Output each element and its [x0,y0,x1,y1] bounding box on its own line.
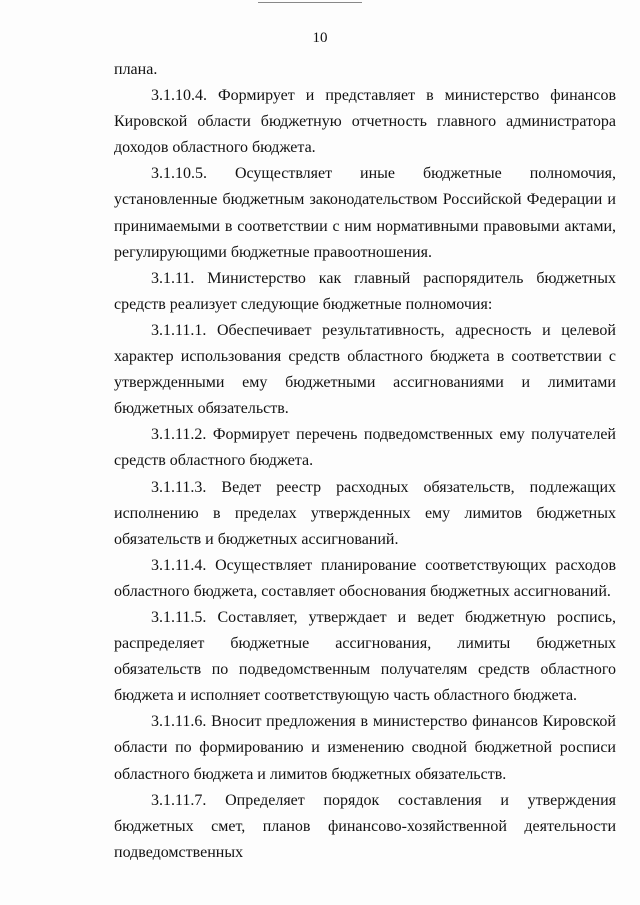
page-number: 10 [312,30,328,46]
top-rule [258,2,362,3]
paragraph: 3.1.11.5. Составляет, утверждает и ведет бюджетную роспись, распределяет бюджетные ассигнования, лимиты бюджетных обязательств по подведомственным получателям средств областного бюджета и исполняет соответствующую часть областного бюджета. [114,608,616,705]
paragraph: 3.1.11.2. Формирует перечень подведомственных ему получателей средств областного бюджета. [114,426,616,470]
paragraph: 3.1.11.3. Ведет реестр расходных обязательств, подлежащих исполнению в пределах утвержденных ему лимитов бюджетных обязательств и бюджетных ассигнований. [114,478,616,548]
paragraph: 3.1.10.5. Осуществляет иные бюджетные полномочия, установленные бюджетным законодательством Российской Федерации и принимаемыми в соответствии с ним нормативными правовыми актами, регулирующими бюджетные правоотношения. [114,165,616,261]
paragraph: плана. [114,61,158,78]
paragraph: 3.1.11.7. Определяет порядок составления и утверждения бюджетных смет, планов финансово-хозяйственной деятельности подведомственных [114,791,616,861]
paragraph: 3.1.10.4. Формирует и представляет в министерство финансов Кировской области бюджетную отчетность главного администратора доходов областного бюджета. [114,87,616,157]
document-body [114,57,616,866]
paragraph: 3.1.11. Министерство как главный распорядитель бюджетных средств реализует следующие бюджетные полномочия: [114,269,616,313]
paragraph: 3.1.11.4. Осуществляет планирование соответствующих расходов областного бюджета, составляет обоснования бюджетных ассигнований. [114,556,616,600]
paragraph: 3.1.11.6. Вносит предложения в министерство финансов Кировской области по формированию и изменению сводной бюджетной росписи областного бюджета и лимитов бюджетных обязательств. [114,713,616,783]
paragraph: 3.1.11.1. Обеспечивает результативность, адресность и целевой характер использования средств областного бюджета в соответствии с утвержденными ему бюджетными ассигнованиями и лимитами бюджетных обязательств. [114,321,616,418]
